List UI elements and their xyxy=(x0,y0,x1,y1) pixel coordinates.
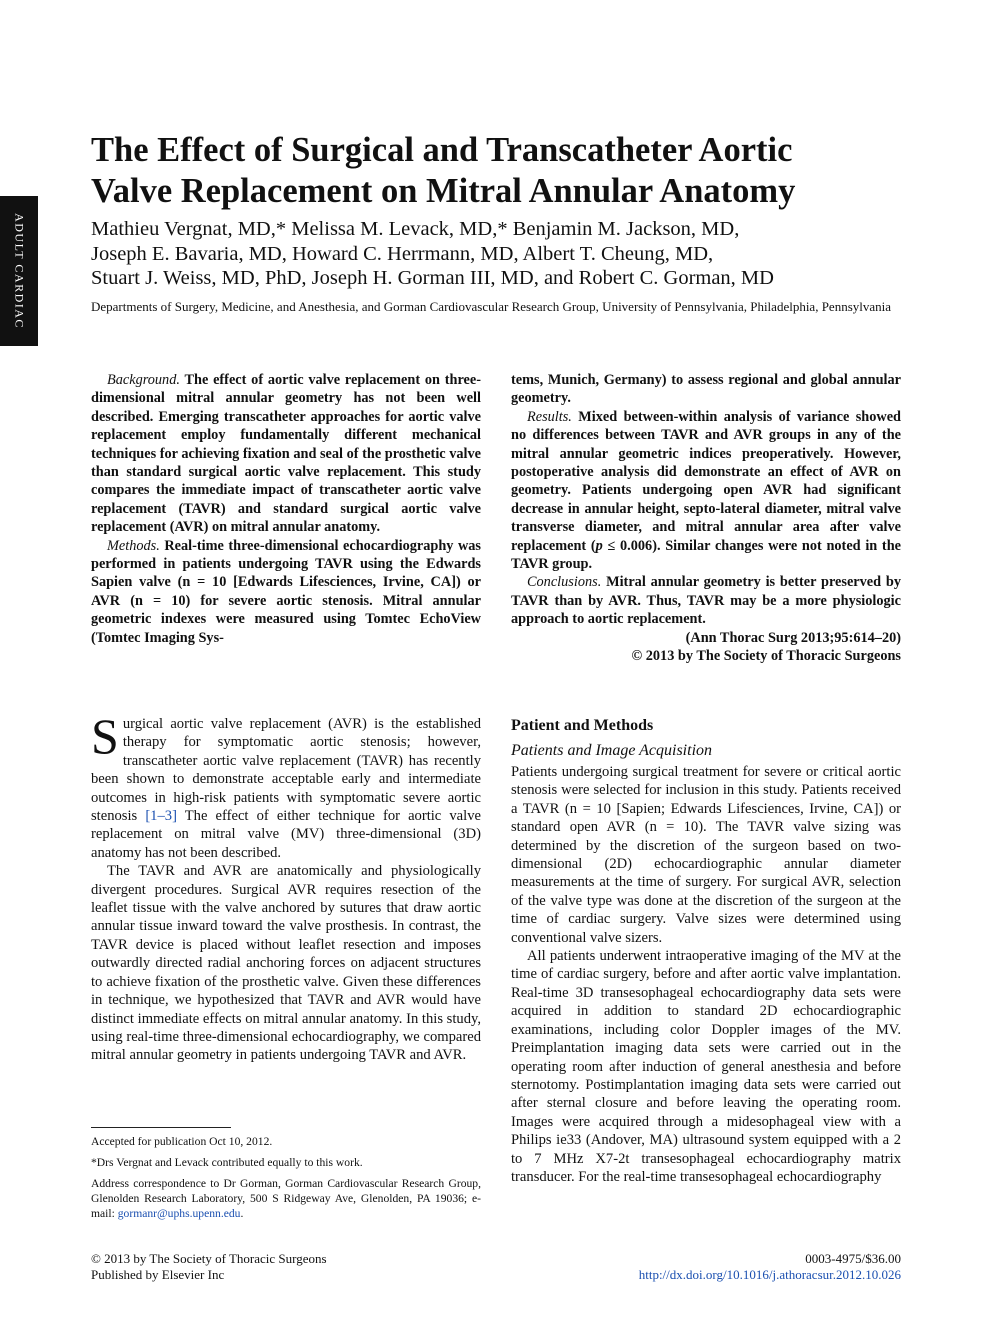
subsection-heading: Patients and Image Acquisition xyxy=(511,742,713,759)
section-side-tab xyxy=(0,196,38,346)
title-line-1: The Effect of Surgical and Transcatheter Aortic xyxy=(91,131,793,169)
footnote-address xyxy=(91,1176,481,1221)
abstract-results xyxy=(511,408,901,574)
results-text-2: ≤ 0.006). Similar changes were not noted in the TAVR group. xyxy=(511,537,901,573)
authors-line-3: Stuart J. Weiss, MD, PhD, Joseph H. Gorman III, MD, and Robert C. Gorman, MD xyxy=(91,267,774,289)
intro-text-a: urgical aortic valve replacement (AVR) is the established therapy for symptomatic aortic stenosis; however, transcatheter aortic valve replacement (TAVR) has recently been shown to demonstrate acceptable early and intermediate outcomes in high-risk patients with symptomatic severe aortic stenosis xyxy=(91,716,481,825)
footnote-equal-contribution: *Drs Vergnat and Levack contributed equally to this work. xyxy=(91,1156,363,1169)
results-p-symbol: p xyxy=(595,537,603,554)
results-text-1: Mixed between-within analysis of variance showed no differences between TAVR and AVR groups in any of the mitral annular geometric indices preoperatively. However, postoperative analysis did demonstrate an effect of AVR on geometry. Patients undergoing open AVR had significant decrease in annular height, septo-lateral diameter, mitral valve transverse diameter, and mitral annular area after valve replacement ( xyxy=(511,408,901,554)
doi-link[interactable]: http://dx.doi.org/10.1016/j.athoracsur.2012.10.026 xyxy=(638,1266,901,1282)
intro-paragraph-2: The TAVR and AVR are anatomically and physiologically divergent procedures. Surgical AVR requires resection of the leaflet tissue with the valve anchored by sutures that draw aortic annular tissue inward toward the valve prosthesis. In contrast, the TAVR device is placed without leaflet resection and imposes outwardly directed radial anchoring forces on adjacent structures to achieve fixation of the prosthetic valve. Given these differences in technique, we hypothesized that TAVR and AVR would have distinct immediate effects on mitral annular anatomy. In this study, using real-time three-dimensional echocardiography, we compared mitral annular geometry in patients undergoing TAVR and AVR. xyxy=(91,863,481,1064)
email-link[interactable]: gormanr@uphs.upenn.edu xyxy=(117,1207,241,1220)
address-text: Address correspondence to Dr Gorman, Gorman Cardiovascular Research Group, Glenolden Research Laboratory, 500 S Ridgeway Ave, Glenolden, PA 19036; e-mail: xyxy=(91,1177,481,1220)
conclusions-label: Conclusions. xyxy=(527,574,602,591)
intro-text-b: The effect of either technique for aortic valve replacement on mitral valve (MV) three-dimensional (3D) anatomy has not been described. xyxy=(91,808,481,861)
footer-issn: 0003-4975/$36.00 xyxy=(805,1251,901,1266)
footer-left xyxy=(91,1251,491,1282)
article-title xyxy=(91,130,891,212)
journal-citation: (Ann Thorac Surg 2013;95:614–20) xyxy=(685,629,901,646)
authors-line-1: Mathieu Vergnat, MD,* Melissa M. Levack, MD,* Benjamin M. Jackson, MD, xyxy=(91,218,740,240)
section-heading: Patient and Methods xyxy=(511,717,654,734)
abstract-conclusions xyxy=(511,573,901,628)
author-list xyxy=(91,217,921,291)
footnote-rule xyxy=(91,1127,231,1128)
methods-label: Methods. xyxy=(107,537,160,554)
footer-right xyxy=(481,1251,901,1282)
conclusions-text: Mitral annular geometry is better preserved by TAVR than by AVR. Thus, TAVR may be a more physiologic approach to aortic replacement. xyxy=(511,574,901,628)
footer-publisher: Published by Elsevier Inc xyxy=(91,1266,225,1282)
methods-paragraph-1: Patients undergoing surgical treatment for severe or critical aortic stenosis were selected for inclusion in this study. Patients received a TAVR (n = 10 [Sapien; Edwards Lifesciences, Irvine, CA]) or standard open AVR (n = 10). The TAVR valve sizing was determined by the discretion of the surgeon based on two-dimensional (2D) echocardiographic annular diameter measurements at the time of surgery. For surgical AVR, selection of the valve type was done at the discretion of the surgeon at the time of cardiac surgery. Valve sizes were determined using conventional valve sizers. xyxy=(511,764,901,946)
reference-link[interactable]: [1–3] xyxy=(145,808,177,825)
results-label: Results. xyxy=(527,408,572,425)
footer-copyright: © 2013 by The Society of Thoracic Surgeons xyxy=(91,1251,327,1266)
methods-text: Real-time three-dimensional echocardiography was performed in patients undergoing TAVR using the Edwards Sapien valve (n = 10 [Edwards Lifesciences, Irvine, CA]) or AVR (n = 10) for severe aortic stenosis. Mitral annular geometric indexes were measured using Tomtec EchoView (Tomtec Imaging Sys- xyxy=(91,537,481,646)
affiliation: Departments of Surgery, Medicine, and Anesthesia, and Gorman Cardiovascular Research Group, University of Pennsylvania, Philadelphia, Pennsylvania xyxy=(91,299,892,314)
abstract-left-column xyxy=(91,371,481,647)
footnote-accepted: Accepted for publication Oct 10, 2012. xyxy=(91,1135,273,1148)
abstract-background xyxy=(91,371,481,537)
authors-line-2: Joseph E. Bavaria, MD, Howard C. Herrmann, MD, Albert T. Cheung, MD, xyxy=(91,242,714,265)
background-label: Background. xyxy=(107,372,180,388)
body-left-column xyxy=(91,708,481,1065)
address-end: . xyxy=(240,1207,244,1220)
drop-cap: S xyxy=(91,708,119,764)
abstract-methods-continued: tems, Munich, Germany) to assess regional and global annular geometry. xyxy=(511,372,901,407)
methods-paragraph-2: All patients underwent intraoperative imaging of the MV at the time of cardiac surgery, before and after aortic valve implantation. Real-time 3D transesophageal echocardiography data sets were acquired in addition to standard 2D echocardiographic examinations, including color Doppler images of the MV. Preimplantation imaging data sets were carried out in the operating room after induction of general anesthesia and before sternotomy. Postimplantation imaging data sets were carried out after sternal closure and before leaving the operating room. Images were acquired through a midesophageal view with a Philips ie33 (Andover, MA) ultrasound system equipped with a 2 to 7 MHz X7-2t transesophageal echocardiography matrix transducer. For the real-time transesophageal echocardiography xyxy=(511,948,901,1185)
intro-paragraph-1 xyxy=(91,708,481,862)
abstract-methods xyxy=(91,537,481,647)
abstract-right-column xyxy=(511,371,901,666)
abstract-copyright: © 2013 by The Society of Thoracic Surgeons xyxy=(631,648,901,665)
side-tab-label: ADULT CARDIAC xyxy=(12,213,27,329)
body-right-column xyxy=(511,715,901,1186)
title-line-2: Valve Replacement on Mitral Annular Anatomy xyxy=(91,172,796,210)
background-text: The effect of aortic valve replacement on three-dimensional mitral annular geometry has not been well described. Emerging transcatheter approaches for aortic valve replacement employ fundamentally different mechanical techniques for achieving fixation and seal of the prosthetic valve than standard surgical aortic valve replacement. This study compares the immediate impact of transcatheter aortic valve replacement (TAVR) and standard surgical aortic valve replacement (AVR) on mitral annular anatomy. xyxy=(91,372,481,536)
footnotes xyxy=(91,1127,481,1227)
